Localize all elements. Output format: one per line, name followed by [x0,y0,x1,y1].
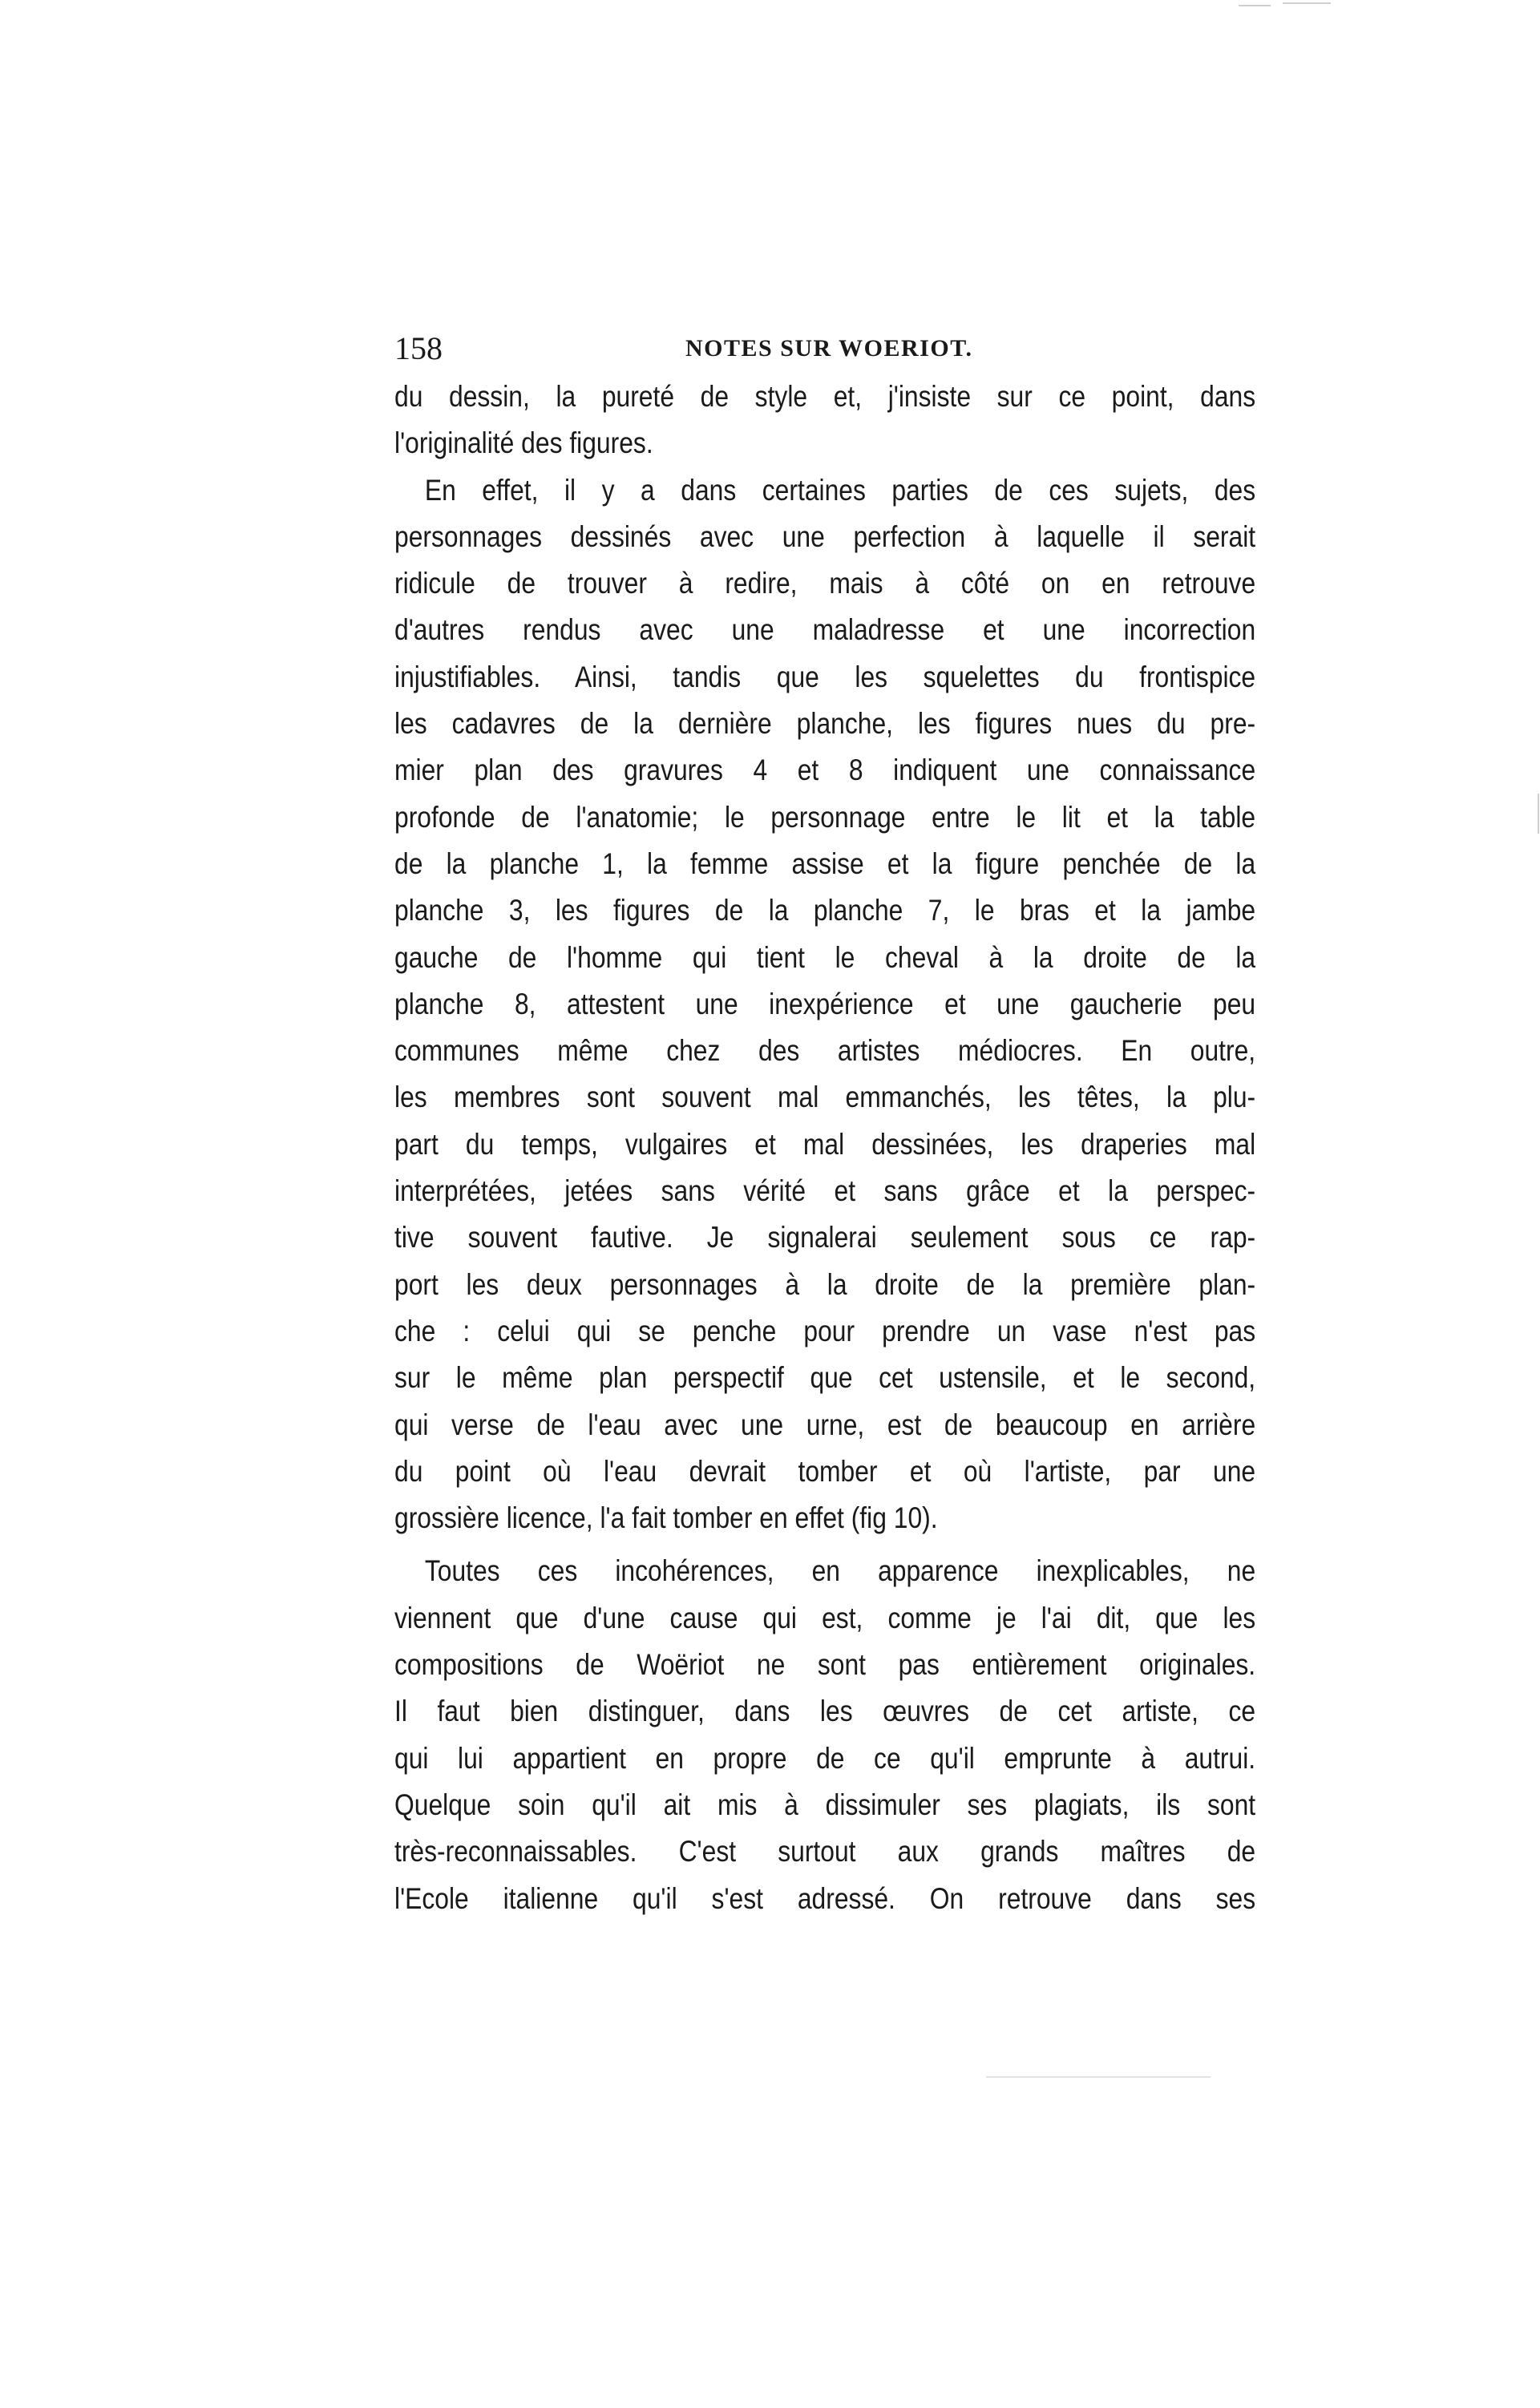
text-line: injustifiables. Ainsi, tandis que les squelettes du frontispice [394,660,1256,693]
text-line: tive souvent fautive. Je signalerai seulement sous ce rap- [394,1221,1256,1255]
text-line: gauche de l'homme qui tient le cheval à la droite de la [394,940,1256,974]
text-line: qui lui appartient en propre de ce qu'il emprunte à autrui. [394,1741,1256,1775]
text-line: ridicule de trouver à redire, mais à côté on en retrouve [394,567,1256,600]
running-head: NOTES SUR WOERIOT. [685,335,973,362]
text-line: de la planche 1, la femme assise et la figure penchée de la [394,846,1256,880]
text-line: planche 3, les figures de la planche 7, le bras et la jambe [394,894,1256,927]
text-line: qui verse de l'eau avec une urne, est de beaucoup en arrière [394,1408,1256,1441]
text-line: sur le même plan perspectif que cet ustensile, et le second, [394,1361,1256,1395]
scan-artifact [1283,2,1331,4]
text-line: che : celui qui se penche pour prendre un vase n'est pas [394,1314,1256,1347]
text-line: profonde de l'anatomie; le personnage entre le lit et la table [394,800,1256,834]
paragraph-gap [394,1541,1255,1548]
text-line: du point où l'eau devrait tomber et où l'artiste, par une [394,1454,1256,1488]
body-text [394,374,1255,1922]
text-line: planche 8, attestent une inexpérience et une gaucherie peu [394,987,1256,1020]
scan-artifact [1538,794,1539,834]
scan-artifact [986,2076,1211,2078]
text-line: l'originalité des figures. [394,426,653,460]
text-line: viennent que d'une cause qui est, comme je l'ai dit, que les [394,1601,1256,1634]
text-line: communes même chez des artistes médiocres. En outre, [394,1034,1256,1068]
text-line: les cadavres de la dernière planche, les figures nues du pre- [394,707,1256,741]
page-header [394,325,1260,373]
text-line: Quelque soin qu'il ait mis à dissimuler ses plagiats, ils sont [394,1788,1256,1821]
text-line: très-reconnaissables. C'est surtout aux grands maîtres de [394,1835,1256,1869]
paragraph-first-line: En effet, il y a dans certaines parties de ces sujets, des [424,473,1256,507]
text-line: les membres sont souvent mal emmanchés, les têtes, la plu- [394,1081,1256,1114]
paragraph-first-line: Toutes ces incohérences, en apparence inexplicables, ne [424,1554,1256,1588]
text-line: interprétées, jetées sans vérité et sans grâce et la perspec- [394,1174,1256,1208]
text-line: compositions de Woëriot ne sont pas entièrement originales. [394,1648,1256,1682]
text-line: mier plan des gravures 4 et 8 indiquent une connaissance [394,754,1256,787]
text-line: grossière licence, l'a fait tomber en effet (fig 10). [394,1501,938,1535]
page-number: 158 [394,330,443,366]
text-line: personnages dessinés avec une perfection à laquelle il serait [394,519,1256,553]
text-line: port les deux personnages à la droite de la première plan- [394,1267,1256,1301]
text-line: part du temps, vulgaires et mal dessinées, les draperies mal [394,1127,1256,1161]
text-line: Il faut bien distinguer, dans les œuvres de cet artiste, ce [394,1695,1256,1728]
text-line: du dessin, la pureté de style et, j'insiste sur ce point, dans [394,380,1256,413]
text-line: l'Ecole italienne qu'il s'est adressé. On retrouve dans ses [394,1881,1256,1915]
scan-artifact [1239,5,1271,6]
text-line: d'autres rendus avec une maladresse et une incorrection [394,613,1256,647]
